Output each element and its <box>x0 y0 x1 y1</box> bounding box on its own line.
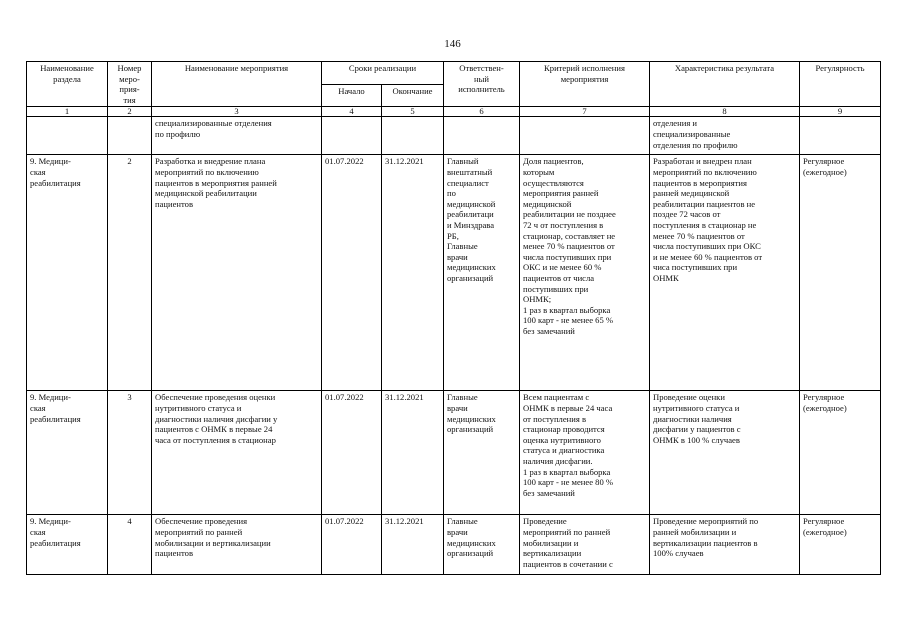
header-activity-number: Номер меро- прия- тия <box>108 62 152 107</box>
activity-number-cell <box>108 117 152 155</box>
activity-number-cell: 2 <box>108 155 152 391</box>
criterion-cell: Всем пациентам с ОНМК в первые 24 часа от поступления в стационар проводится оценка нутритивного статуса и диагностика наличия дисфагии. 1 раз в квартал выборка 100 карт - не менее 80 % без замечаний <box>520 391 650 515</box>
section-cell: 9. Медици- ская реабилитация <box>27 155 108 391</box>
page-number: 146 <box>444 38 461 50</box>
section-cell <box>27 117 108 155</box>
header-section-name: Наименование раздела <box>27 62 108 107</box>
table-row <box>27 155 881 391</box>
column-number: 7 <box>520 107 650 117</box>
regularity-cell: Регулярное (ежегодное) <box>800 155 881 391</box>
responsible-cell <box>444 117 520 155</box>
responsible-cell: Главные врачи медицинских организаций <box>444 515 520 575</box>
responsible-cell: Главный внештатный специалист по медицинской реабилитаци и Минздрава РБ, Главные врачи медицинских организаций <box>444 155 520 391</box>
result-cell: Проведение оценки нутритивного статуса и диагностики наличия дисфагии у пациентов с ОНМК в 100 % случаев <box>650 391 800 515</box>
action-plan-table <box>26 61 881 575</box>
header-result: Характеристика результата <box>650 62 800 107</box>
header-criterion: Критерий исполнения мероприятия <box>520 62 650 107</box>
column-number: 9 <box>800 107 881 117</box>
criterion-cell: Проведение мероприятий по ранней мобилизации и вертикализации пациентов в сочетании с <box>520 515 650 575</box>
start-date-cell: 01.07.2022 <box>322 155 382 391</box>
regularity-cell: Регулярное (ежегодное) <box>800 391 881 515</box>
column-number: 6 <box>444 107 520 117</box>
start-date-cell: 01.07.2022 <box>322 391 382 515</box>
header-start: Начало <box>322 84 382 107</box>
column-number: 4 <box>322 107 382 117</box>
section-cell: 9. Медици- ская реабилитация <box>27 391 108 515</box>
end-date-cell <box>382 117 444 155</box>
header-end: Окончание <box>382 84 444 107</box>
column-number: 8 <box>650 107 800 117</box>
column-number: 3 <box>152 107 322 117</box>
table-row <box>27 391 881 515</box>
column-number: 1 <box>27 107 108 117</box>
activity-cell: Разработка и внедрение плана мероприятий по включению пациентов в мероприятия ранней медицинской реабилитации пациентов <box>152 155 322 391</box>
result-cell: Проведение мероприятий по ранней мобилизации и вертикализации пациентов в 100% случаев <box>650 515 800 575</box>
activity-cell: специализированные отделения по профилю <box>152 117 322 155</box>
criterion-cell: Доля пациентов, которым осуществляются мероприятия ранней медицинской реабилитации не позднее 72 ч от поступления в стационар, составляет не менее 70 % пациентов от числа поступивших при ОКС и не менее 60 % пациентов от числа поступивших при ОНМК; 1 раз в квартал выборка 100 карт - не менее 65 % без замечаний <box>520 155 650 391</box>
start-date-cell: 01.07.2022 <box>322 515 382 575</box>
header-activity-name: Наименование мероприятия <box>152 62 322 107</box>
regularity-cell: Регулярное (ежегодное) <box>800 515 881 575</box>
criterion-cell <box>520 117 650 155</box>
section-cell: 9. Медици- ская реабилитация <box>27 515 108 575</box>
end-date-cell: 31.12.2021 <box>382 515 444 575</box>
column-number: 5 <box>382 107 444 117</box>
header-responsible: Ответствен- ный исполнитель <box>444 62 520 107</box>
end-date-cell: 31.12.2021 <box>382 155 444 391</box>
column-number: 2 <box>108 107 152 117</box>
activity-cell: Обеспечение проведения мероприятий по ранней мобилизации и вертикализации пациентов <box>152 515 322 575</box>
column-number-row <box>27 107 881 117</box>
table-row <box>27 515 881 575</box>
result-cell: Разработан и внедрен план мероприятий по включению пациентов в мероприятия ранней медицинской реабилитации пациентов не поздее 72 часов от поступления в стационар не менее 70 % пациентов от числа поступивших при ОКС и не менее 60 % пациентов от чиса поступивших при ОНМК <box>650 155 800 391</box>
start-date-cell <box>322 117 382 155</box>
activity-cell: Обеспечение проведения оценки нутритивного статуса и диагностики наличия дисфагии у пациентов с ОНМК в первые 24 часа от поступления в стационар <box>152 391 322 515</box>
header-row <box>27 62 881 85</box>
end-date-cell: 31.12.2021 <box>382 391 444 515</box>
activity-number-cell: 3 <box>108 391 152 515</box>
table-row <box>27 117 881 155</box>
regularity-cell <box>800 117 881 155</box>
result-cell: отделения и специализированные отделения по профилю <box>650 117 800 155</box>
responsible-cell: Главные врачи медицинских организаций <box>444 391 520 515</box>
header-regularity: Регулярность <box>800 62 881 107</box>
header-deadlines: Сроки реализации <box>322 62 444 85</box>
activity-number-cell: 4 <box>108 515 152 575</box>
